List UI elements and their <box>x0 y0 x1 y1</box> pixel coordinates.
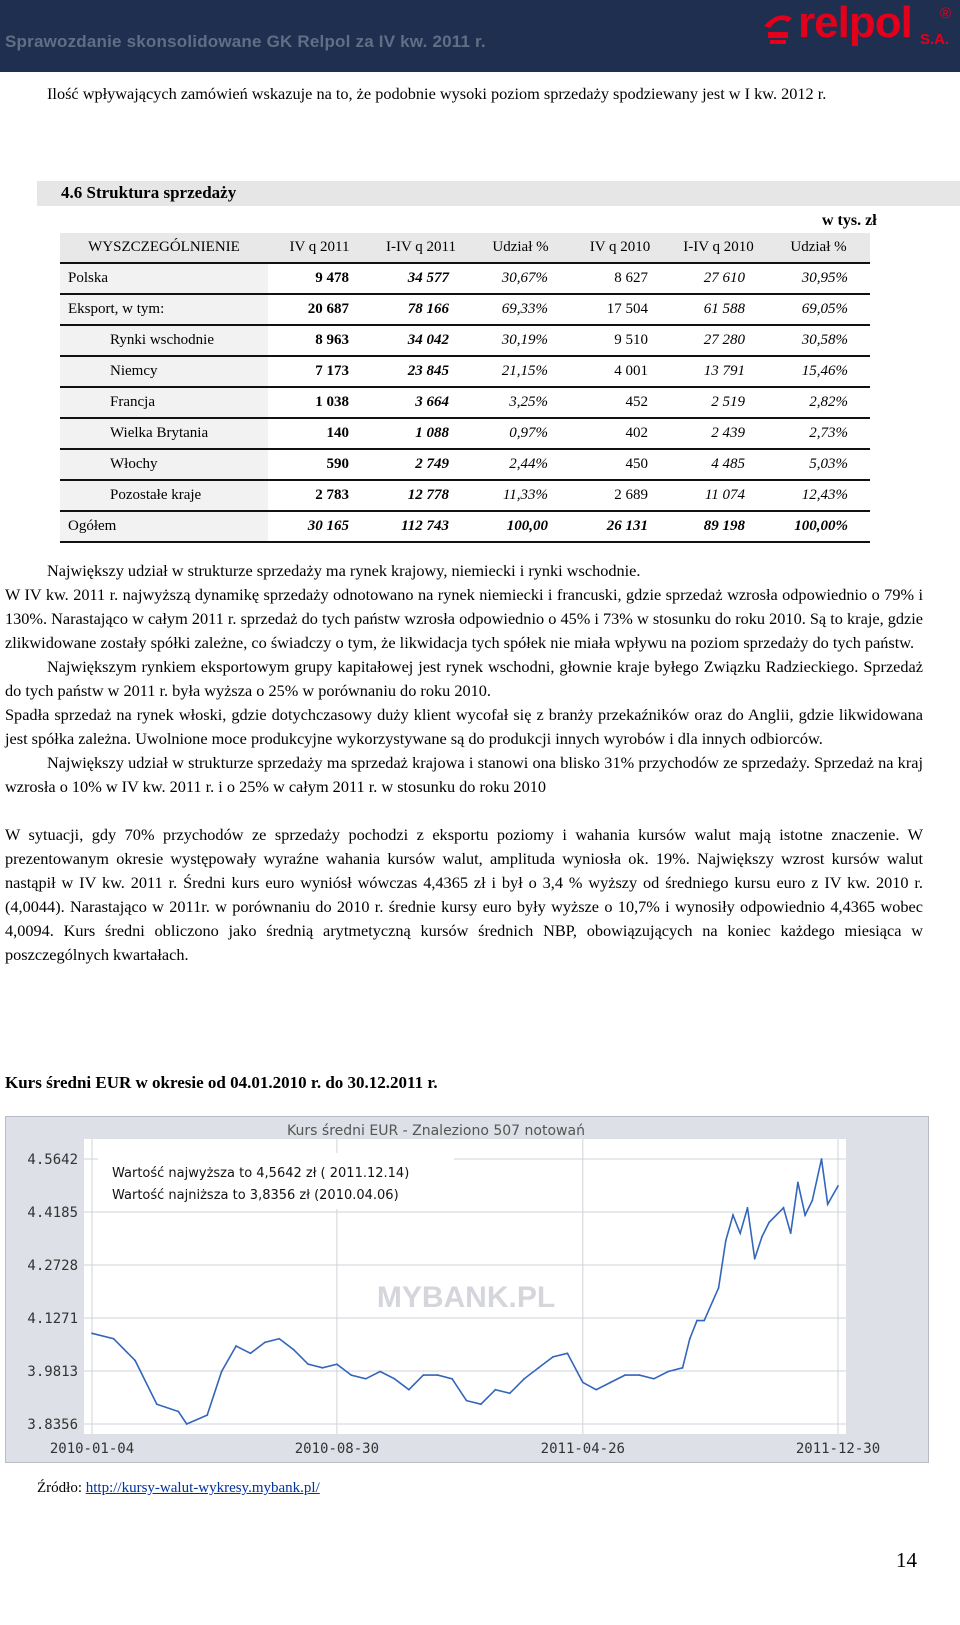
table-header-cell: I-IV q 2011 <box>371 233 471 263</box>
table-cell: 13 791 <box>670 356 767 387</box>
data-point <box>624 1374 626 1376</box>
table-cell: 1 088 <box>371 418 471 449</box>
table-cell: 26 131 <box>570 511 670 542</box>
data-point <box>221 1371 223 1373</box>
data-point <box>566 1352 568 1354</box>
paragraph: Spadła sprzedaż na rynek włoski, gdzie dotychczasowy duży klient wycofał się z branży przekaźników oraz do Anglii, gdzie likwidowana jest spółka zależna. Uwolnione moce produkcyjne wykorzystywane są do produkcji innych wyrobów i dla innych odbiorców. <box>5 705 923 748</box>
table-cell: 452 <box>570 387 670 418</box>
table-cell: 2,82% <box>767 387 870 418</box>
y-tick-label: 3.8356 <box>27 1417 78 1433</box>
data-point <box>582 1381 584 1383</box>
data-point <box>91 1332 93 1334</box>
data-point <box>754 1258 756 1260</box>
table-cell: 21,15% <box>471 356 570 387</box>
data-point <box>186 1423 188 1425</box>
table-row <box>60 263 870 294</box>
row-label: Eksport, w tym: <box>60 294 268 325</box>
data-point <box>747 1207 749 1209</box>
chart-watermark: MYBANK.PL <box>376 1281 556 1314</box>
row-label: Włochy <box>60 449 268 480</box>
table-header-cell: Udział % <box>767 233 870 263</box>
table-cell: 9 510 <box>570 325 670 356</box>
table-cell: 5,03% <box>767 449 870 480</box>
data-point <box>761 1236 763 1238</box>
logo-suffix: S.A. <box>920 31 950 48</box>
data-point <box>451 1378 453 1380</box>
y-tick-label: 4.4185 <box>27 1204 78 1221</box>
table-row <box>60 480 870 511</box>
data-point <box>509 1392 511 1394</box>
table-cell: 450 <box>570 449 670 480</box>
x-tick-label: 2011-12-30 <box>795 1441 881 1457</box>
data-point <box>696 1320 698 1322</box>
x-tick-label: 2011-04-26 <box>540 1441 625 1457</box>
paragraph: W IV kw. 2011 r. najwyższą dynamikę sprzedaży odnotowano na rynek niemiecki i francuski, gdzie sprzedaż wzrosła odpowiednio o 79% i 130%. Narastająco w całym 2011 r. sprzedaż do tych państw wzrosła odpowiednio o 45% i 73% w stosunku do roku 2010. Są to kraje, gdzie zlikwidowane zostały spółki zależne, co świadczy o tym, że likwidacja tych spółek nie miała wpływu na poziom sprzedaży do tych państw. <box>5 585 923 652</box>
data-point <box>307 1363 309 1365</box>
table-cell: 4 001 <box>570 356 670 387</box>
eur-rate-chart <box>5 1116 929 1463</box>
table-cell: 2,44% <box>471 449 570 480</box>
data-point <box>827 1203 829 1205</box>
table-cell: 100,00% <box>767 511 870 542</box>
y-tick-label: 3.9813 <box>27 1364 78 1381</box>
data-point <box>718 1287 720 1289</box>
table-cell: 15,46% <box>767 356 870 387</box>
table-cell: 2 689 <box>570 480 670 511</box>
table-cell: 8 627 <box>570 263 670 294</box>
data-point <box>732 1214 734 1216</box>
table-cell: 30,95% <box>767 263 870 294</box>
table-cell: 11,33% <box>471 480 570 511</box>
table-cell: 140 <box>268 418 371 449</box>
data-point <box>178 1411 180 1413</box>
table-cell: 61 588 <box>670 294 767 325</box>
paragraph: Największy udział w strukturze sprzedaży ma rynek krajowy, niemiecki i rynki wschodnie. <box>47 561 641 580</box>
table-cell: 3 664 <box>371 387 471 418</box>
min-value-annotation: Wartość najniższa to 3,8356 zł (2010.04.06) <box>112 1188 399 1203</box>
table-row <box>60 387 870 418</box>
table-header-row <box>60 233 870 263</box>
table-cell: 3,25% <box>471 387 570 418</box>
row-label: Pozostałe kraje <box>60 480 268 511</box>
data-point <box>595 1389 597 1391</box>
data-point <box>725 1240 727 1242</box>
table-cell: 12,43% <box>767 480 870 511</box>
table-row <box>60 418 870 449</box>
table-cell: 30 165 <box>268 511 371 542</box>
row-label: Niemcy <box>60 356 268 387</box>
table-cell: 27 280 <box>670 325 767 356</box>
table-row <box>60 325 870 356</box>
table-header-cell: WYSZCZEGÓLNIENIE <box>60 233 268 263</box>
table-cell: 100,00 <box>471 511 570 542</box>
paragraph: Największy udział w strukturze sprzedaży ma sprzedaż krajowa i stanowi ona blisko 31% przychodów ze sprzedaży. Sprzedaż na kraj wzrosła o 10% w IV kw. 2011 r. i o 25% w całym 2011 r. w stosunku do roku 2010 <box>5 753 923 796</box>
table-cell: 7 173 <box>268 356 371 387</box>
table-cell: 30,67% <box>471 263 570 294</box>
data-point <box>837 1185 839 1187</box>
page-number: 14 <box>896 1548 917 1572</box>
table-cell: 17 504 <box>570 294 670 325</box>
data-point <box>667 1371 669 1373</box>
table-cell: 2,73% <box>767 418 870 449</box>
data-point <box>278 1338 280 1340</box>
chart-canvas <box>6 1117 928 1462</box>
chart-heading: Kurs średni EUR w okresie od 04.01.2010 r. do 30.12.2011 r. <box>5 1073 438 1092</box>
table-cell: 30,19% <box>471 325 570 356</box>
chart-title: Kurs średni EUR - Znaleziono 507 notowań <box>287 1123 585 1139</box>
max-value-annotation: Wartość najwyższa to 4,5642 zł ( 2011.12.14) <box>112 1166 410 1181</box>
row-label: Francja <box>60 387 268 418</box>
table-cell: 23 845 <box>371 356 471 387</box>
table-cell: 89 198 <box>670 511 767 542</box>
table-cell: 34 042 <box>371 325 471 356</box>
data-point <box>408 1389 410 1391</box>
paragraph: W sytuacji, gdy 70% przychodów ze sprzedaży pochodzi z eksportu poziomy i wahania kursów walut mają istotne znaczenie. W prezentowanym okresie występowały wyraźne wahania kursów walut, amplituda wyniosła ok. 19%. Największy wzrost kursów walut nastąpił w IV kw. 2011 r. Średni kurs euro wyniósł wówczas 4,4365 zł i był o 3,4 % wyższy od średniego kursu euro z IV kw. 2010 r. (4,0044). Narastająco w 2011r. w porównaniu do 2010 r. średnie kursy euro były wyższe o 10,7% i wynosiły odpowiednio 4,4365 wobec 4,0094. Kurs średni obliczono jako średnią arytmetyczną kursów średnich NBP, obowiązujących na koniec każdego miesiąca w poszczególnych kwartałach. <box>5 825 923 964</box>
data-point <box>156 1403 158 1405</box>
unit-label: w tys. zł <box>822 212 877 229</box>
table-cell: 4 485 <box>670 449 767 480</box>
x-tick-label: 2010-01-04 <box>49 1441 135 1457</box>
table-row <box>60 356 870 387</box>
table-cell: 402 <box>570 418 670 449</box>
source-link[interactable]: http://kursy-walut-wykresy.mybank.pl/ <box>85 1480 320 1496</box>
table-cell: 2 749 <box>371 449 471 480</box>
row-label: Rynki wschodnie <box>60 325 268 356</box>
data-point <box>466 1400 468 1402</box>
table-cell: 9 478 <box>268 263 371 294</box>
report-header-title: Sprawozdanie skonsolidowane GK Relpol za IV kw. 2011 r. <box>5 32 486 51</box>
table-cell: 20 687 <box>268 294 371 325</box>
table-cell: 69,05% <box>767 294 870 325</box>
data-point <box>768 1221 770 1223</box>
table-cell: 1 038 <box>268 387 371 418</box>
logo-wordmark: relpol <box>798 0 912 47</box>
y-tick-label: 4.5642 <box>27 1152 78 1168</box>
table-cell: 590 <box>268 449 371 480</box>
data-point <box>322 1367 324 1369</box>
y-tick-label: 4.1271 <box>27 1310 78 1327</box>
x-tick-label: 2010-08-30 <box>294 1441 380 1457</box>
data-point <box>639 1374 641 1376</box>
table-cell: 30,58% <box>767 325 870 356</box>
data-point <box>494 1389 496 1391</box>
data-point <box>480 1403 482 1405</box>
table-cell: 27 610 <box>670 263 767 294</box>
logo-registered-mark: ® <box>940 5 952 22</box>
table-header-cell: I-IV q 2010 <box>670 233 767 263</box>
data-point <box>523 1378 525 1380</box>
table-cell: 69,33% <box>471 294 570 325</box>
source-note <box>37 1480 320 1497</box>
data-point <box>538 1367 540 1369</box>
data-point <box>134 1360 136 1362</box>
data-point <box>365 1378 367 1380</box>
intro-paragraph: Ilość wpływających zamówień wskazuje na to, że podobnie wysoki poziom sprzedaży spodziewany jest w I kw. 2012 r. <box>47 84 827 103</box>
row-label: Ogółem <box>60 511 268 542</box>
data-point <box>235 1345 237 1347</box>
data-point <box>797 1181 799 1183</box>
data-point <box>783 1207 785 1209</box>
table-header-cell: IV q 2011 <box>268 233 371 263</box>
relay-icon <box>760 8 796 48</box>
table-cell: 12 778 <box>371 480 471 511</box>
table-cell: 2 439 <box>670 418 767 449</box>
row-label: Polska <box>60 263 268 294</box>
table-cell: 11 074 <box>670 480 767 511</box>
table-total-row <box>60 511 870 542</box>
paragraph: Największym rynkiem eksportowym grupy kapitałowej jest rynek wschodni, głownie kraje byłego Związku Radzieckiego. Sprzedaż do tych państw w 2011 r. była wyższa o 25% w porównaniu do roku 2010. <box>5 657 923 700</box>
source-label: Źródło: <box>37 1480 86 1496</box>
data-point <box>336 1363 338 1365</box>
table-cell: 2 519 <box>670 387 767 418</box>
table-header-cell: Udział % <box>471 233 570 263</box>
data-point <box>790 1232 792 1234</box>
data-point <box>811 1200 813 1202</box>
data-point <box>653 1378 655 1380</box>
relpol-logo <box>760 2 960 58</box>
data-point <box>437 1374 439 1376</box>
data-point <box>350 1374 352 1376</box>
data-point <box>682 1367 684 1369</box>
data-point <box>250 1352 252 1354</box>
data-point <box>739 1232 741 1234</box>
table-cell: 8 963 <box>268 325 371 356</box>
data-point <box>379 1371 381 1373</box>
data-point <box>264 1341 266 1343</box>
body-text <box>5 559 923 967</box>
data-point <box>610 1381 612 1383</box>
section-title: 4.6 Struktura sprzedaży <box>61 183 237 202</box>
y-tick-label: 4.2728 <box>27 1257 78 1274</box>
table-cell: 2 783 <box>268 480 371 511</box>
data-point <box>293 1349 295 1351</box>
table-cell: 0,97% <box>471 418 570 449</box>
table-cell: 112 743 <box>371 511 471 542</box>
table-row <box>60 449 870 480</box>
data-point <box>804 1214 806 1216</box>
data-point <box>689 1338 691 1340</box>
data-point <box>821 1158 823 1160</box>
data-point <box>394 1378 396 1380</box>
data-point <box>422 1374 424 1376</box>
data-point <box>703 1320 705 1322</box>
data-point <box>552 1356 554 1358</box>
data-point <box>113 1338 115 1340</box>
table-cell: 78 166 <box>371 294 471 325</box>
table-row <box>60 294 870 325</box>
table-cell: 34 577 <box>371 263 471 294</box>
sales-structure-table <box>60 233 870 543</box>
table-header-cell: IV q 2010 <box>570 233 670 263</box>
data-point <box>206 1414 208 1416</box>
row-label: Wielka Brytania <box>60 418 268 449</box>
